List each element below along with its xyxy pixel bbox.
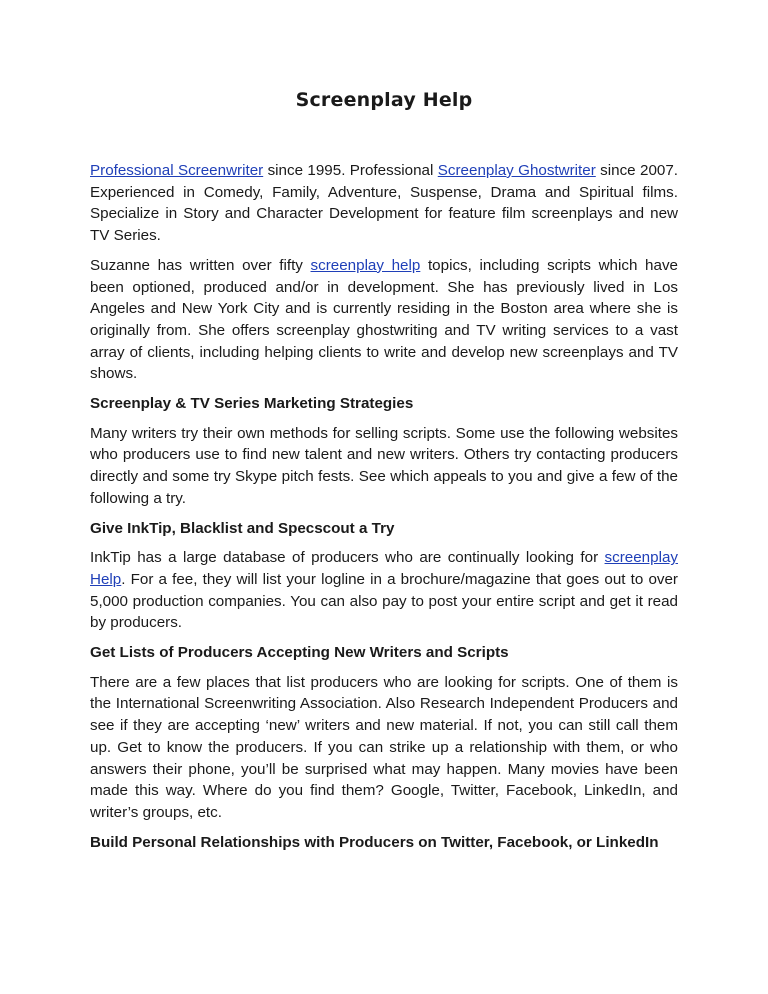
producer-lists-paragraph: There are a few places that list producers who are looking for scripts. One of them is the International Screenwriting Association. Also Research Independent Producers and see if they are accepting ‘new’ writers and new material. If not, you can still call them up. Get to know the producers. If you can strike up a relationship with them, or who answers their phone, you’ll be surprised what may happen. Many movies have been made this way. Where do you find them? Google, Twitter, Facebook, LinkedIn, and writer’s groups, etc. [90, 673, 678, 821]
intro-text-1: since 1995. Professional [263, 162, 438, 179]
producer-lists-heading: Get Lists of Producers Accepting New Writers and Scripts [90, 644, 509, 662]
page-title: Screenplay Help [295, 89, 473, 111]
marketing-paragraph: Many writers try their own methods for selling scripts. Some use the following websites who producers use to find new talent and new writers. Others try contacting producers directly and some try Skype pitch fests. See which appeals to you and give a few of the following a try. [90, 424, 678, 507]
inktip-paragraph [90, 547, 678, 634]
inktip-text-1: InkTip has a large database of producers who are continually looking for [90, 549, 605, 567]
inktip-heading: Give InkTip, Blacklist and Specscout a Try [90, 519, 395, 537]
document-body [90, 160, 678, 861]
bio-paragraph [90, 255, 678, 385]
intro-text-2: since 2007. Experienced in Comedy, Family, Adventure, Suspense, Drama and Spiritual films. Specialize in Story and Character Development for feature film screenplays and new TV Series. [90, 162, 678, 245]
screenplay-ghostwriter-link[interactable]: Screenplay Ghostwriter [437, 162, 596, 179]
relationships-heading: Build Personal Relationships with Producers on Twitter, Facebook, or LinkedIn [90, 833, 659, 851]
marketing-strategies-heading: Screenplay & TV Series Marketing Strategies [90, 395, 414, 413]
inktip-text-2: . For a fee, they will list your logline in a brochure/magazine that goes out to over 5,000 production companies. You can also pay to post your entire script and get it read by producers. [90, 570, 678, 632]
professional-screenwriter-link[interactable]: Professional Screenwriter [90, 162, 264, 179]
intro-paragraph [90, 160, 678, 247]
bio-text-1: Suzanne has written over fifty [90, 256, 311, 274]
bio-text-2: topics, including scripts which have been optioned, produced and/or in development. She has previously lived in Los Angeles and New York City and is currently residing in the Boston area where she is originally from. She offers screenplay ghostwriting and TV writing services to a vast array of clients, including helping clients to write and develop new screenplays and TV shows. [90, 256, 678, 383]
screenplay-help-link[interactable]: screenplay help [310, 256, 421, 274]
screenplay-help-link-2[interactable]: screenplay Help [90, 549, 678, 588]
